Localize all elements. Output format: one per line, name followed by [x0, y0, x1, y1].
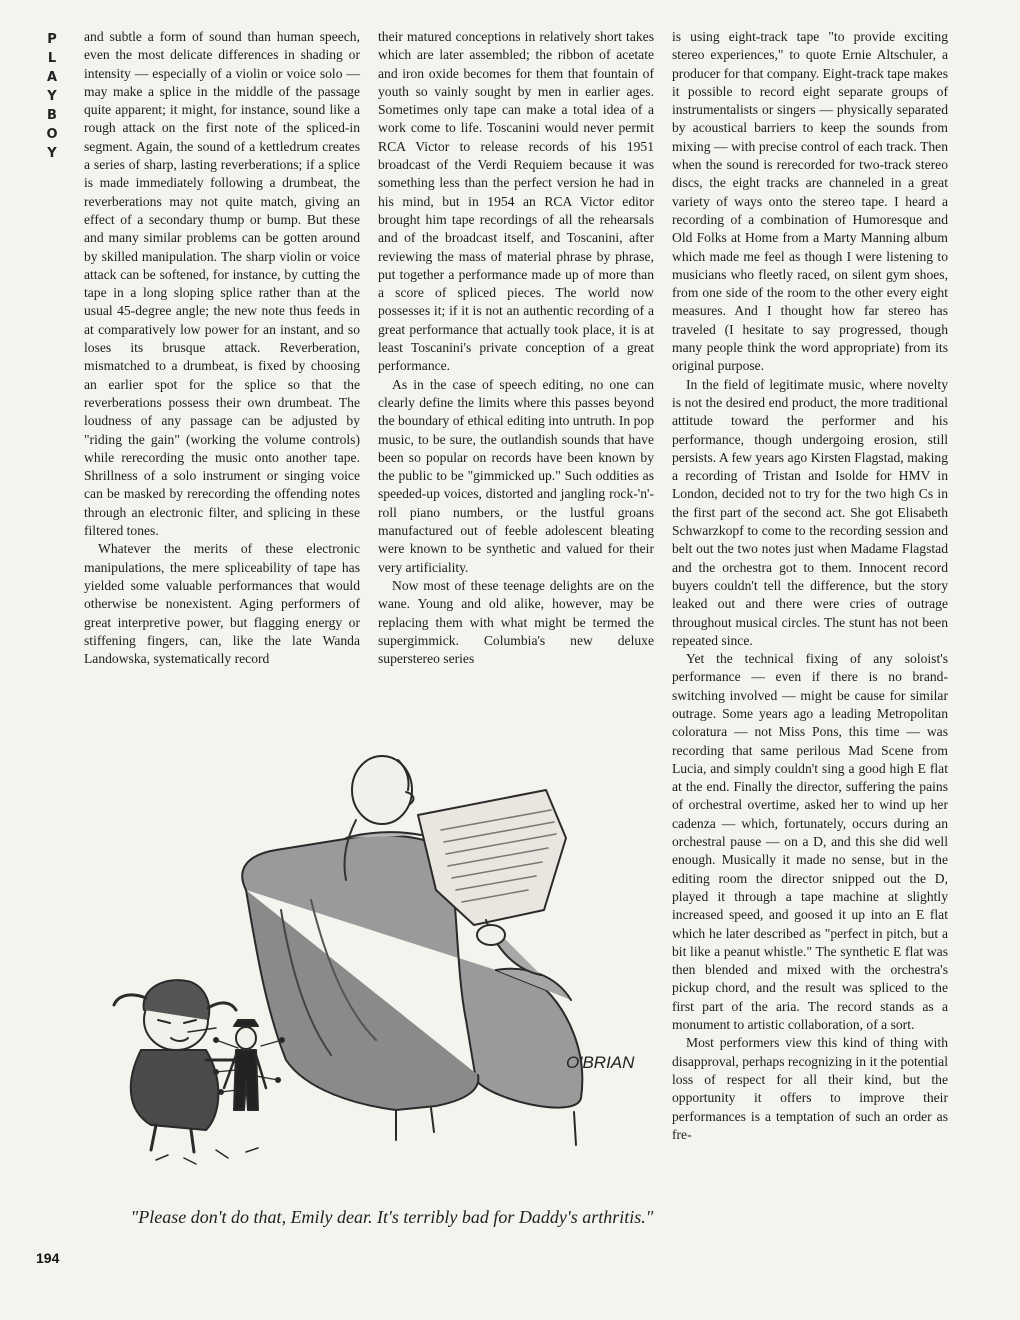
magazine-masthead: [40, 30, 64, 163]
girl-drawing: [114, 980, 236, 1152]
paragraph: Yet the technical fixing of any soloist's performance — even if there is no brand-switching involved — might be cause for similar outrage. Some years ago a leading Metropolitan coloratura — not Miss Pons, this time — was recording that same perilous Mad Scene from Lucia, and simply couldn't sing a good high E flat at the end. Finally the director, suffering the pains of orchestral overtime, asked her to wind up her cadenza — which, fortunately, occurs during an orchestral pause — on a D, and this she did well enough. Musically it made no sense, but in the editing room the director snipped out the D, played it through a tape machine at slightly increased speed, and goosed it up into an E flat which he later described as "perfect in pitch, but a bit like a peanut whistle." The synthetic E flat was then blended and mixed with the orchestra's pickup chord, and the result was spliced to the first part of the aria. The record stands as a monument to artistic collaboration, of a sort.: [672, 651, 948, 1033]
cartoon-caption: "Please don't do that, Emily dear. It's terribly bad for Daddy's arthritis.": [130, 1207, 654, 1227]
paragraph: Most performers view this kind of thing with disapproval, perhaps recognizing in it the potential loss of respect for all their kind, but the opportunity it offers to improve their performances is a temptation of such an order as fre-: [672, 1035, 948, 1142]
cartoon-illustration: [96, 720, 686, 1180]
article-column-3: [672, 28, 948, 1144]
article-column-2: [378, 28, 654, 668]
masthead-letter: B: [47, 108, 57, 123]
masthead-letter: P: [47, 32, 57, 47]
masthead-letter: Y: [47, 89, 57, 104]
paragraph: is using eight-track tape "to provide exciting stereo experiences," to quote Ernie Altschuler, a producer for that company. Eight-track tape makes it possible to record eight separate groups of instrumentalists or singers — physically separated by acoustical barriers to keep the sounds from mixing — with precise control of each track. Then when the sound is rerecorded for two-track stereo discs, the eight tracks are channeled in a great variety of ways onto the stereo tape. I heard a recording of a combination of Humoresque and Old Folks at Home from a Marty Manning album which made me feel as though I were listening to musicians who fleetly raced, on silent gym shoes, from one side of the room to the other every eight measures. And I thought how far stereo has traveled (I hesitate to say progressed, though many people think the word appropriate) from its original purpose.: [672, 29, 948, 374]
page-number: 194: [36, 1250, 60, 1266]
masthead-letter: A: [46, 70, 58, 85]
paragraph: Now most of these teenage delights are on the wane. Young and old alike, however, may be replacing them with what might be termed the supergimmick. Columbia's new deluxe superstereo series: [378, 577, 654, 667]
paragraph: Whatever the merits of these electronic manipulations, the mere spliceability of tape has yielded some valuable performances that would otherwise be nonexistent. Aging performers of great interpretive power, but flagging energy or stiffening fingers, can, like the late Wanda Landowska, systematically record: [84, 541, 360, 667]
masthead-letter: L: [47, 51, 57, 66]
paragraph: As in the case of speech editing, no one can clearly define the limits where this passes beyond the boundary of ethical editing into untruth. In pop music, to be sure, the outlandish sounds that have been so popular on records have been known by the public to be "gimmicked up." Such oddities as speeded-up voices, distorted and jangling rock-'n'-roll piano numbers, or the lustful groans manufactured out of feeble adolescent bleating were known to be synthetic and valued for their very artificiality.: [378, 376, 654, 575]
paragraph: In the field of legitimate music, where novelty is not the desired end product, the more traditional attitude toward the performer and his performance, though undergoing erosion, still persists. A few years ago Kirsten Flagstad, making a recording of Tristan and Isolde for HMV in London, decided not to try for the two high Cs in the first part of the second act. She got Elisabeth Schwarzkopf to come to the recording session and belt out the two notes just when Madame Flagstad and the orchestra got to them. Innocent record buyers couldn't tell the difference, but the story leaked out and there were cries of outrage throughout musical circles. The stunt has not been repeated since.: [672, 376, 948, 648]
paragraph: and subtle a form of sound than human speech, even the most delicate differences in shading or intensity — especially of a violin or voice solo — may make a splice in the middle of the passage quite apparent; it might, for instance, sound like a rough attack on the first note of the spliced-in segment. Again, the sound of a kettledrum creates a series of sharp, lasting reverberations; if a splice is made immediately following a drumbeat, the reverberations may not quite match, giving an effect of a secondary thump or bump. But these and many similar problems can be gotten around by skilled manipulation. The sharp violin or voice attack can be softened, for instance, by cutting the tape in a long sloping splice rather than at the usual 45-degree angle; the new note thus feeds in at comparatively low power for an instant, and so loses its brusque attack. Reverberation, mismatched to a drumbeat, is fixed by choosing an earlier spot for the splice so that the reverberations possess their own drumbeat. The loudness of any passage can be adjusted by "riding the gain" (working the volume controls) while rerecording the music onto another tape. Shrillness of a solo instrument or singing voice can be masked by rerecording the offending notes through an electronic filter, and splicing in these filtered tones.: [84, 29, 360, 539]
masthead-letter: O: [46, 127, 58, 142]
paragraph: their matured conceptions in relatively short takes which are later assembled; the ribbon of acetate and iron oxide becomes for them that fountain of youth so vainly sought by men in earlier ages. Sometimes only tape can make a total idea of a work come to life. Toscanini would never permit RCA Victor to release records of his 1951 broadcast of the Verdi Requiem because it was something less than the perfect version he had in his mind, but in 1954 an RCA Victor editor brought him tape recordings of all the rehearsals and of the broadcast itself, and Toscanini, after reviewing the mass of material phrase by phrase, put together a performance made up of more than a score of spliced pieces. The world now possesses it; if it is not an authentic recording of a great performance that actually took place, it is at least Toscanini's private conception of a great performance.: [378, 29, 654, 374]
artist-signature: O'BRIAN: [566, 1053, 635, 1072]
masthead-letter: Y: [47, 146, 57, 161]
article-column-1: [84, 28, 360, 668]
